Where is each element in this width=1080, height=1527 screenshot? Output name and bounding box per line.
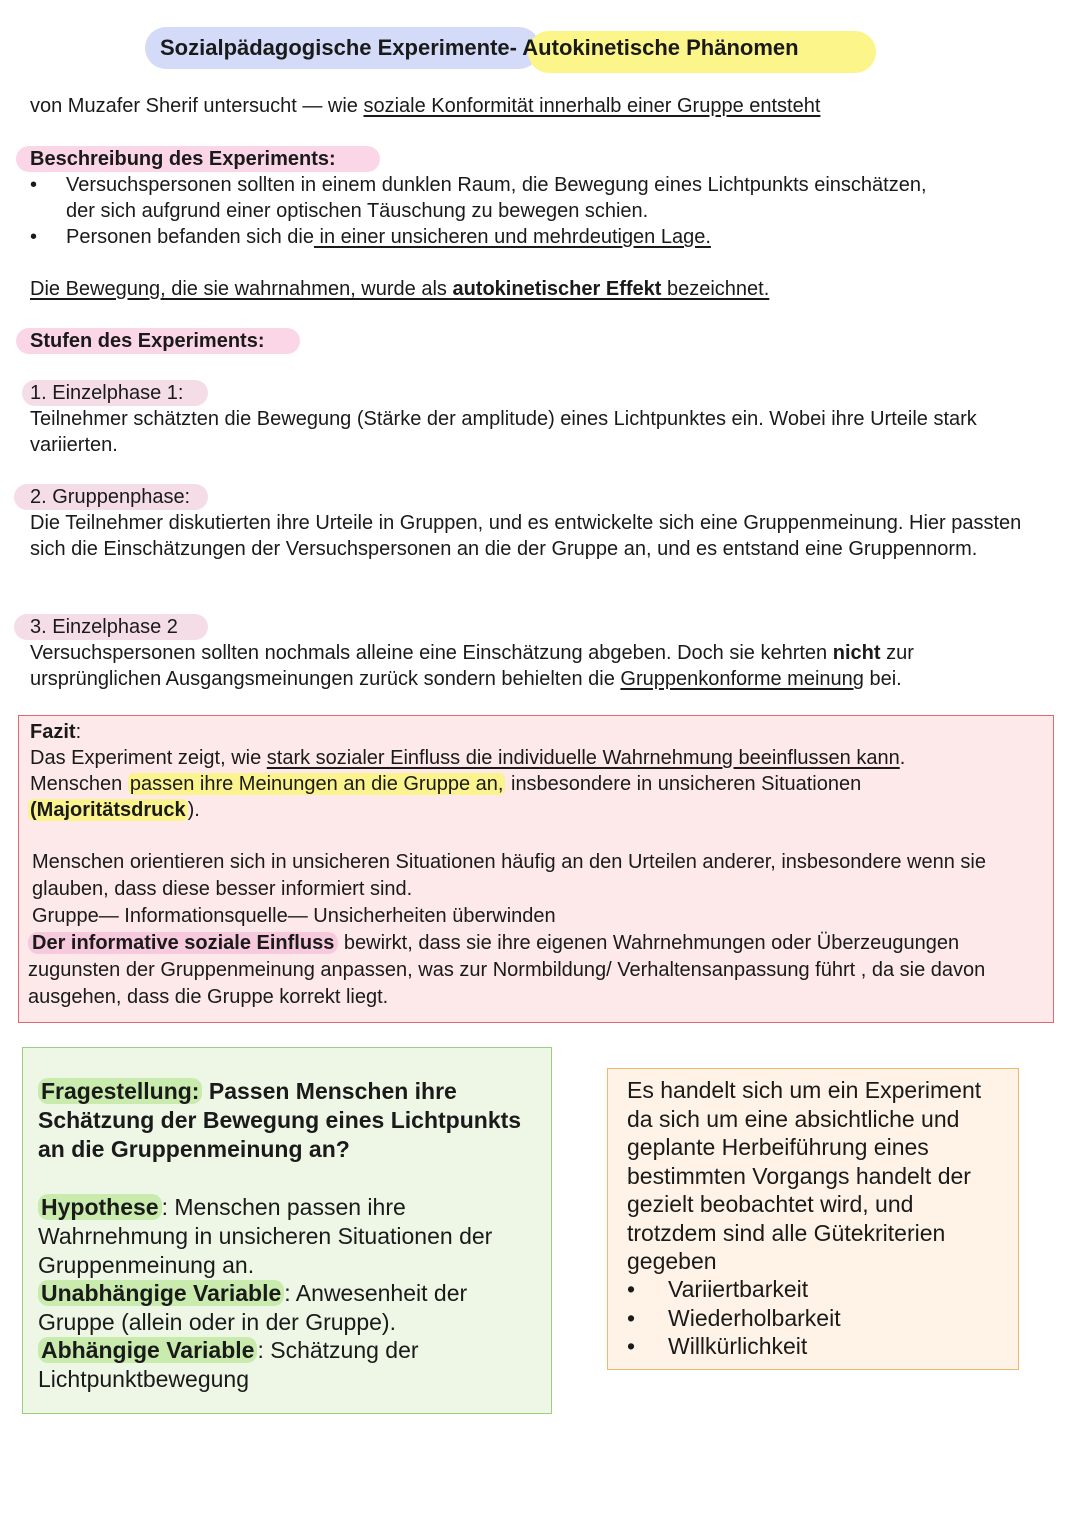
fazit-para2: Menschen orientieren sich in unsicheren Situationen häufig an den Urteilen anderer, insbesondere wenn sie glauben, dass diese besser informiert sind.: [32, 851, 986, 900]
list-item: • Personen befanden sich die in einer unsicheren und mehrdeutigen Lage.: [30, 224, 1040, 250]
stufen-heading: Stufen des Experiments:: [30, 330, 265, 352]
experiment-text: Es handelt sich um ein Experiment da sich um eine absichtliche und geplante Herbeiführung eines bestimmten Vorgangs handelt der gezielt beobachtet wird, und trotzdem sind alle Gütekriterien gegeben: [627, 1077, 982, 1274]
beschreibung-heading: Beschreibung des Experiments:: [30, 148, 336, 170]
phase3-text: Versuchspersonen sollten nochmals alleine eine Einschätzung abgeben. Doch sie kehrten nicht zur ursprünglichen Ausgangsmeinungen zurück sondern behielten die Gruppenkonforme meinung bei.: [30, 642, 914, 690]
phase1-label: 1. Einzelphase 1:: [30, 382, 184, 404]
beschreibung-list: [30, 172, 1040, 250]
fazit-heading: Fazit:: [30, 721, 82, 743]
phase2-label: 2. Gruppenphase:: [30, 486, 191, 508]
list-item: • Variiertbarkeit: [627, 1275, 1002, 1304]
fazit-einfluss: Der informative soziale Einfluss bewirkt, dass sie ihre eigenen Wahrnehmungen oder Überzeugungen zugunsten der Gruppenmeinung anpassen, was zur Normbildung/ Verhaltensanpassung führt , da sie davon ausgehen, dass die Gruppe korrekt liegt.: [28, 932, 986, 1008]
hypothese: Hypothese : Menschen passen ihre Wahrnehmung in unsicheren Situationen der Gruppenmeinung an.: [38, 1194, 493, 1278]
unabhaengige-variable: Unabhängige Variable : Anwesenheit der Gruppe (allein oder in der Gruppe).: [38, 1280, 468, 1335]
page-title: Sozialpädagogische Experimente- Autokinetische Phänomen: [160, 35, 799, 60]
phase2-text: Die Teilnehmer diskutierten ihre Urteile in Gruppen, und es entwickelte sich eine Gruppenmeinung. Hier passten sich die Einschätzungen der Versuchspersonen an die der Gruppe an, und es entstand eine Gruppennorm.: [30, 512, 1022, 560]
phase1-text: Teilnehmer schätzten die Bewegung (Stärke der amplitude) eines Lichtpunktes ein. Wobei ihre Urteile stark variierten.: [30, 408, 977, 456]
intro-line: von Muzafer Sherif untersucht — wie soziale Konformität innerhalb einer Gruppe entsteht: [30, 95, 821, 117]
list-item: • Wiederholbarkeit: [627, 1304, 1002, 1333]
effekt-line: Die Bewegung, die sie wahrnahmen, wurde als autokinetischer Effekt bezeichnet.: [30, 278, 770, 300]
fazit-line1: Das Experiment zeigt, wie stark sozialer Einfluss die individuelle Wahrnehmung beeinflussen kann.: [30, 747, 906, 769]
fazit-chain: Gruppe— Informationsquelle— Unsicherheiten überwinden: [32, 905, 556, 927]
guetekriterien-list: [627, 1275, 1002, 1361]
list-item: • Willkürlichkeit: [627, 1332, 1002, 1361]
fazit-line3: (Majoritätsdruck ).: [30, 799, 200, 821]
list-item: • Versuchspersonen sollten in einem dunklen Raum, die Bewegung eines Lichtpunkts einschätzen, der sich aufgrund einer optischen Täuschung zu bewegen schien.: [30, 172, 1040, 224]
fragestellung: Fragestellung: Passen Menschen ihre Schätzung der Bewegung eines Lichtpunkts an die Gruppenmeinung an?: [38, 1078, 522, 1162]
fazit-line2: Menschen passen ihre Meinungen an die Gruppe an, insbesondere in unsicheren Situationen: [30, 773, 862, 795]
abhaengige-variable: Abhängige Variable : Schätzung der Lichtpunktbewegung: [38, 1337, 419, 1392]
phase3-label: 3. Einzelphase 2: [30, 616, 178, 638]
